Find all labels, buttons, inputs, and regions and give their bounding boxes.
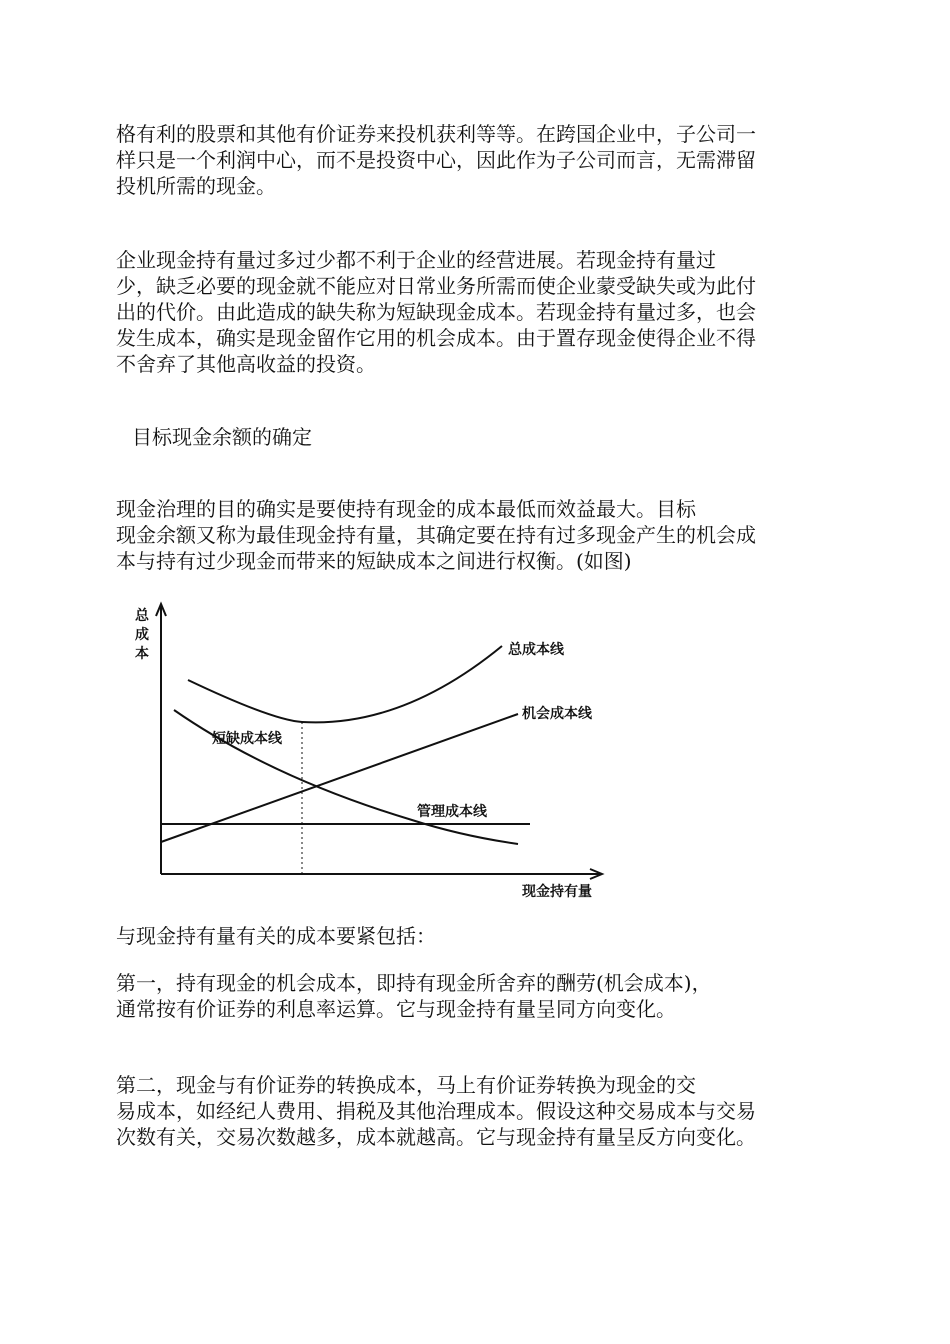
opportunity-cost-label: 机会成本线 xyxy=(522,706,592,722)
paragraph-opportunity-cost xyxy=(116,970,832,1022)
text-line: 第一，持有现金的机会成本，即持有现金所舍弃的酬劳(机会成本)， xyxy=(116,971,712,995)
total-cost-curve xyxy=(188,646,502,722)
paragraph-target-balance xyxy=(116,496,832,574)
y-axis-label-char: 本 xyxy=(135,646,149,662)
shortage-cost-label: 短缺成本线 xyxy=(212,731,282,747)
text-line: 格有利的股票和其他有价证券来投机获利等等。在跨国企业中，子公司一 xyxy=(116,122,756,146)
text-line: 本与持有过少现金而带来的短缺成本之间进行权衡。(如图) xyxy=(116,549,632,573)
text-line: 现金余额又称为最佳现金持有量，其确定要在持有过多现金产生的机会成 xyxy=(116,523,756,547)
management-cost-label: 管理成本线 xyxy=(417,804,487,820)
total-cost-label: 总成本线 xyxy=(508,642,564,658)
paragraph-cash-holding xyxy=(116,247,832,377)
y-axis-label-char: 成 xyxy=(135,627,149,643)
cost-curve-figure xyxy=(132,598,622,908)
text-line: 发生成本，确实是现金留作它用的机会成本。由于置存现金使得企业不得 xyxy=(116,326,756,350)
text-line: 易成本，如经纪人费用、捐税及其他治理成本。假设这种交易成本与交易 xyxy=(116,1099,756,1123)
text-line: 第二，现金与有价证券的转换成本，马上有价证券转换为现金的交 xyxy=(116,1073,696,1097)
y-axis-label-char: 总 xyxy=(135,608,149,624)
text-line: 少，缺乏必要的现金就不能应对日常业务所需而使企业蒙受缺失或为此付 xyxy=(116,274,756,298)
text-line: 与现金持有量有关的成本要紧包括： xyxy=(116,924,436,948)
section-heading xyxy=(132,424,312,450)
paragraph-conversion-cost xyxy=(116,1072,832,1150)
text-line: 现金治理的目的确实是要使持有现金的成本最低而效益最大。目标 xyxy=(116,497,696,521)
text-line: 投机所需的现金。 xyxy=(116,174,276,198)
paragraph-cost-intro xyxy=(116,923,832,949)
heading-text: 目标现金余额的确定 xyxy=(132,425,312,449)
text-line: 不舍弃了其他高收益的投资。 xyxy=(116,352,376,376)
text-line: 出的代价。由此造成的缺失称为短缺现金成本。若现金持有量过多，也会 xyxy=(116,300,756,324)
text-line: 企业现金持有量过多过少都不利于企业的经营进展。若现金持有量过 xyxy=(116,248,716,272)
paragraph-speculation xyxy=(116,121,832,199)
x-axis-label: 现金持有量 xyxy=(522,884,592,900)
text-line: 通常按有价证券的利息率运算。它与现金持有量呈同方向变化。 xyxy=(116,997,676,1021)
text-line: 样只是一个利润中心，而不是投资中心，因此作为子公司而言，无需滞留 xyxy=(116,148,756,172)
text-line: 次数有关，交易次数越多，成本就越高。它与现金持有量呈反方向变化。 xyxy=(116,1125,756,1149)
